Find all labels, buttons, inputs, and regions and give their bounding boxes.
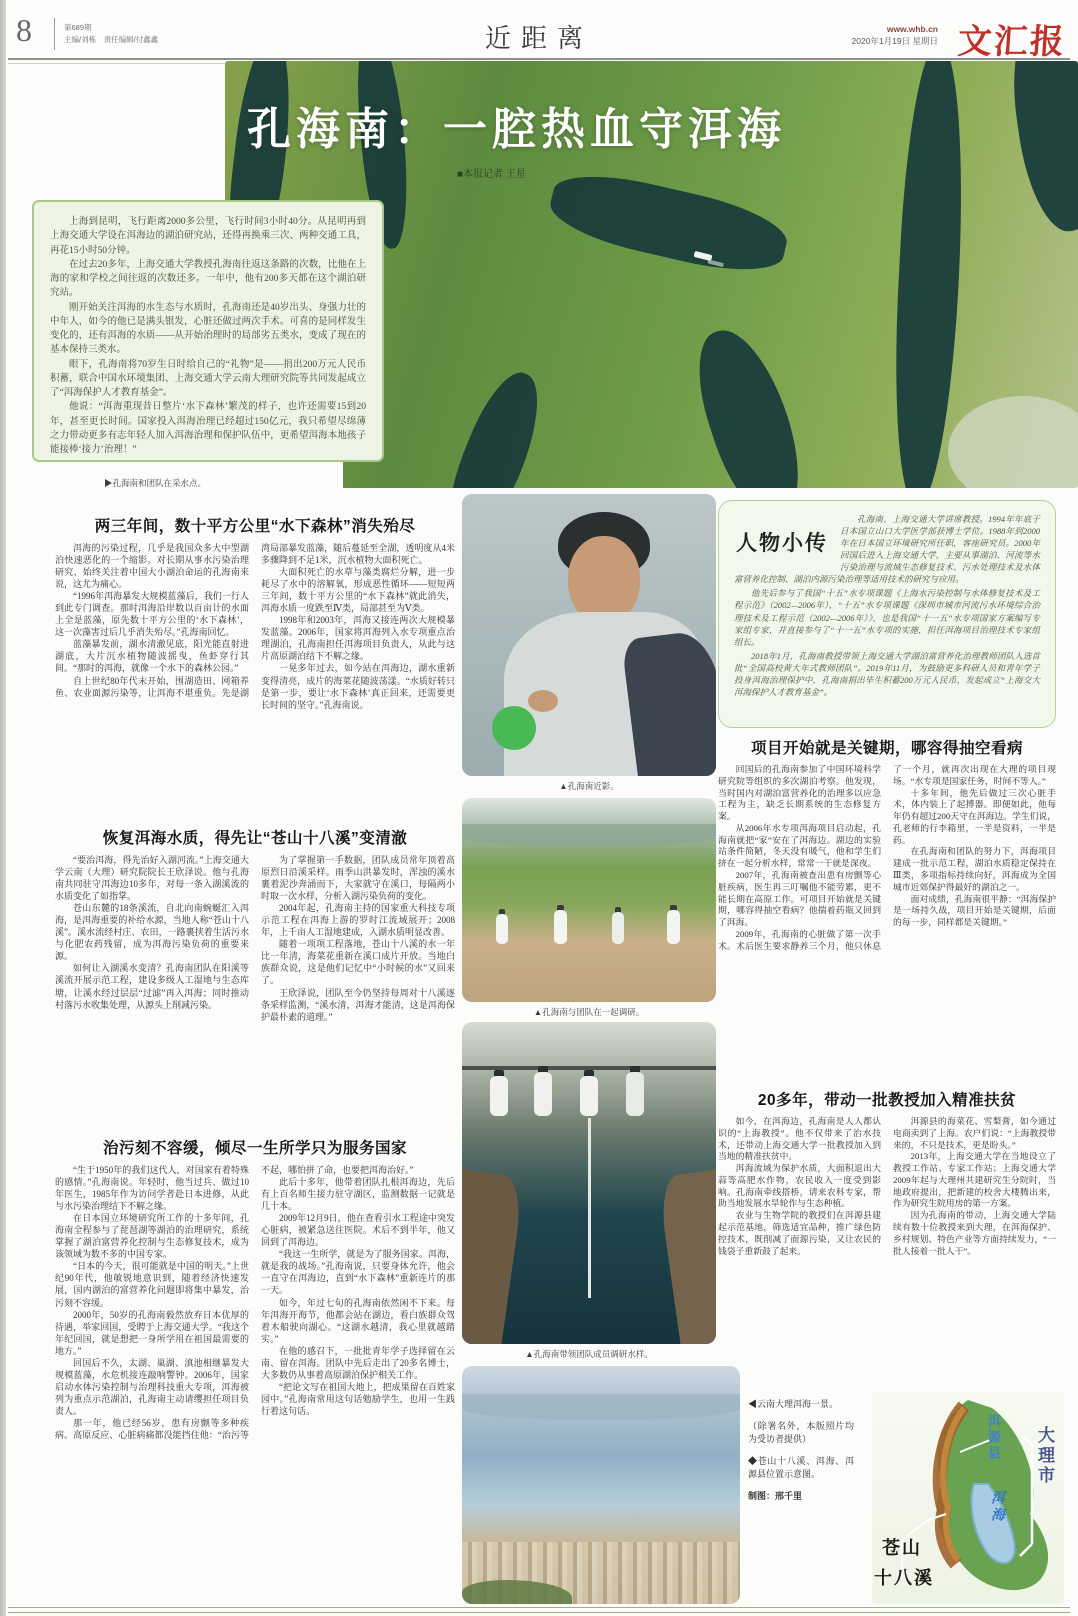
body-paragraph: “要治洱海，得先治好入湖河流。”上海交通大学云南（大理）研究院院长王欣泽说。他与孔海南共同驻守洱海边10多年，对每一条入湖溪流的水质变化了如指掌。 [55,855,249,902]
body-paragraph: 因为孔海南的带动，上海交通大学陆续有数十位教授来到大理，在洱海保护、乡村规划、特色产业等方面持续发力，“一批人接着一批人干”。 [893,1210,1056,1256]
issue-number: 第689期 [64,23,92,32]
scan-edge [0,0,6,1616]
body-paragraph: 随着一项项工程落地，苍山十八溪的水一年比一年清，海菜花重新在溪口成片开放。当地白族群众说，这是他们记忆中“小时候的水”又回来了。 [261,939,455,986]
photo-shape [432,364,555,488]
body-paragraph: 2004年起，孔海南主持的国家重大科技专项示范工程在洱海上游的罗时江流域展开；2008年，上千亩人工湿地建成，入湖水质明显改善。 [261,903,455,938]
section-headline-l3: 治污刻不容缓，倾尽一生所学只为服务国家 [102,1140,407,1157]
photo-shape [462,824,716,846]
body-paragraph: “生于1950年的我们这代人，对国家有着特殊的感情。”孔海南说。年轻时，他当过兵、做过10年医生，1985年作为访问学者赴日本进修，从此与水污染治理结下不解之缘。 [55,1165,249,1212]
bio-box [718,500,1056,728]
section-body-l3 [55,1164,455,1602]
body-paragraph: 2013年，上海交通大学在当地设立了教授工作站、专家工作站；上海交通大学2009年起与大理州共建研究生分院时，当地政府提出，把新建的校舍大楼腾出来，作为研究生院用房的第一方案。 [893,1151,1056,1209]
person-shape [490,1076,508,1116]
portrait-photo [462,494,716,776]
main-headline: 孔海南：一腔热血守洱海 [247,105,786,154]
section-title: 近距离 [484,23,593,53]
photo-shape [462,1168,525,1344]
body-paragraph: 如今，年过七旬的孔海南依然闲不下来。每年洱海开海节，他都会站在湖边，看白族群众驾着木船驶向湖心。“这湖水越清，我心里就越踏实。” [261,1297,455,1344]
body-paragraph: “日本的今天，很可能就是中国的明天。”上世纪90年代，他敏锐地意识到，随着经济快速发展，国内湖泊的富营养化问题即将集中暴发，治污刻不容缓。 [55,1261,249,1308]
person-shape [612,912,624,944]
intro-paragraph: 上海到昆明，飞行距离2000多公里，飞行时间3小时40分。从昆明再到上海交通大学设在洱海边的湖泊研究站，还得再换乘三次、两种交通工具，再花15小时50分钟。 [50,217,366,256]
photo-caption: ▲孔海南与团队在一起调研。 [533,1007,645,1017]
section-headline-r2: 20多年，带动一批教授加入精准扶贫 [757,1092,1017,1109]
locator-map [872,1392,1064,1604]
intro-paragraph: 刚开始关注洱海的水生态与水质时，孔海南还是40岁出头、身强力壮的中年人，如今的他已是满头银发，心脏还做过两次手术。可喜的是同样发生变化的，还有洱海的水质——从开始治理时的局部劣五类水，变成了现在的基本保持三类水。 [50,302,366,356]
body-paragraph: 2000年，50岁的孔海南毅然放弃日本优厚的待遇，举家回国，受聘于上海交通大学。“我这个年纪回国，就是想把一身所学用在祖国最需要的地方。” [55,1309,249,1356]
map-credit: 制图：邢千里 [748,1491,803,1502]
website-url: www.whb.cn [886,24,938,34]
body-paragraph: 农业与生物学院的教授们在洱源县建起示范基地，筛选适宜品种，推广绿色防控技术，既削减了面源污染，又让农民的钱袋子重新鼓了起来。 [718,1210,881,1256]
photo-shape [462,1394,740,1420]
page-header [8,10,1070,61]
photo-shape [1004,61,1078,236]
person-shape [534,1072,552,1116]
editors-line: 主编/刘栋 责任编辑/付鑫鑫 [64,35,159,44]
section-headline-l1: 两三年间，数十平方公里“水下森林”消失殆尽 [94,518,416,535]
intro-box [32,200,384,462]
bio-box-title: 人物小传 [736,532,828,555]
map-label-dali: 大理市 [1035,1426,1054,1486]
photo-caption: ▲孔海南近影。 [559,781,619,791]
person-shape [580,1076,598,1116]
byline: ■本报记者 王星 [457,169,526,180]
body-paragraph: 在孔海南和团队的努力下，洱海项目建成一批示范工程，湖泊水质稳定保持在Ⅲ类，多项指标持续向好，洱海成为全国城市近郊保护得最好的湖泊之一。 [893,846,1056,892]
body-paragraph: 苍山东麓的18条溪流，自北向南蜿蜒汇入洱海，是洱海重要的补给水源，当地人称“苍山十八溪”。溪水流经村庄、农田，一路裹挟着生活污水与化肥农药残留，成为洱海污染负荷的重要来源。 [55,903,249,962]
date-line: 2020年1月19日 星期日 [851,36,938,46]
body-paragraph: 王欣泽说，团队至今仍坚持每周对十八溪逐条采样监测，“溪水清，洱海才能清，这是洱海保护最朴素的道理。” [261,987,455,1022]
body-paragraph: 那一年，他已经56岁，患有房颤等多种疾病。高原反应、心脏病痛都没能挡住他：“治污等不起，哪怕拼了命，也要把洱海治好。” [55,1165,414,1441]
photo-shape [621,629,716,776]
photo-shape [948,396,1078,488]
photo-shape [528,690,558,712]
photo-caption: ◆苍山十八溪、洱海、洱源县位置示意图。 [748,1456,854,1480]
body-paragraph: 回国后的孔海南参加了中国环境科学研究院等组织的多次湖泊考察。他发现，当时国内对湖泊富营养化的治理多以应急工程为主，缺乏长期系统的生态修复方案。 [718,764,881,822]
body-paragraph: 从2006年水专项洱海项目启动起，孔海南就把“家”安在了洱海边。湖边的实验站条件简陋，冬天没有暖气，他和学生们挤在一起分析水样，常常一干就是深夜。 [718,822,881,869]
section-body-r2 [718,1116,1056,1388]
intro-paragraph: 眼下，孔海南将70岁生日时给自己的“礼物”是——捐出200万元人民币积蓄，联合中国水环境集团、上海交通大学云南大理研究院等共同发起成立了“洱海保护人才教育基金”。 [50,359,366,398]
caption-column [748,1398,854,1512]
body-paragraph: “1996年洱海暴发大规模蓝藻后，我们一行人到此专门调查。那时洱海沿岸数以百亩计的水面上全是蓝藻，原先数十平方公里的‘水下森林’，这一次藻害过后几乎消失殆尽。”孔海南回忆。 [55,591,249,638]
photo-caption: ▲孔海南带领团队成员调研水样。 [525,1349,653,1359]
person-shape [667,910,680,944]
bottom-rule [8,1607,1070,1613]
intro-paragraph: 他说：“洱海重现昔日整片‘水下森林’繁茂的样子，也许还需要15到20年，甚至更长时间。国家投入洱海治理已经超过150亿元，我只希望尽绵薄之力带动更多有志年轻人加入洱海治理和保护队伍中，更希望洱海本地孩子能接棒‘接力’治理！” [50,402,366,455]
map-label-eryuan: 洱源县 [986,1414,1001,1462]
section-body-l1 [55,542,455,814]
bridge-sampling-photo [462,1022,716,1344]
body-paragraph: 在他的感召下，一批批青年学子选择留在云南、留在洱海。团队中先后走出了20多名博士，大多数仍从事着高原湖泊保护相关工作。 [261,1345,455,1380]
map-label-cangshan: 苍山 [882,1538,922,1558]
body-paragraph: 2009年，孔海南的心脏做了第一次手术。术后医生要求静养三个月，他只休息了一个月，就再次出现在大理的项目现场。“水专项是国家任务，时间不等人。” [718,764,1056,951]
person-shape [496,914,508,944]
body-paragraph: 2009年12月9日，他在查看引水工程途中突发心脏病，被紧急送往医院。术后不到半年，他又回到了洱海边。 [261,1213,455,1248]
page-number: 8 [16,12,32,48]
map-label-shibaxi: 十八溪 [874,1568,934,1588]
bio-paragraph: 孔海南，上海交通大学讲席教授。1994年年底于日本国立山口大学医学部获博士学位。1988年到2000年在日本国立环境研究所任职，客座研究员。2000年回国后进入上海交通大学，主要从事湖泊、河流等水污染治理与流域生态修复技术、污水处理技术及水体富营养化控制、湖泊内源污染治理等适用技术的研究与应用。 [734,514,1040,585]
body-paragraph: 为了掌握第一手数据，团队成员常年顶着高原烈日沿溪采样。雨季山洪暴发时，浑浊的溪水裹着泥沙奔涌而下，大家就守在溪口，每隔两小时取一次水样，分析入湖污染负荷的变化。 [261,855,455,902]
masthead-logo: 文汇报 [956,24,1068,61]
measuring-pole-shape [588,1118,591,1298]
body-paragraph: 自上世纪80年代末开始，围湖造田、网箱养鱼、农业面源污染等，让洱海不堪重负。先是湖湾局部暴发蓝藻，随后蔓延至全湖，透明度从4米多骤降到不足1米，沉水植物大面积死亡。 [55,543,455,698]
header-right [852,24,938,47]
body-paragraph: 洱海的污染过程，几乎是我国众多大中型湖泊快速恶化的一个缩影。对长期从事水污染治理研究、始终关注着中国大小湖泊命运的孔海南来说，这尤为痛心。 [55,543,249,590]
photo-notch [225,461,343,489]
flask-shape [492,706,536,750]
body-paragraph: 洱海流域为保护水质，大面积退出大蒜等高肥水作物，农民收入一度受到影响。孔海南牵线搭桥，请来农科专家，帮助当地发展水旱轮作与生态种植。 [718,1163,881,1209]
field-survey-photo [462,798,716,1002]
body-paragraph: 1998年和2003年，洱海又接连两次大规模暴发蓝藻。2006年，国家将洱海列入水专项重点治理湖泊，孔海南担任洱海项目负责人，从此与这片高原湖泊结下不解之缘。 [261,615,455,662]
bio-paragraph: 他先后参与了我国“十五”水专项课题《上海水污染控制与水体修复技术及工程示范》（2002—2006年）、“十五”水专项课题《深圳市城市河流污水环境综合治理技术及工程示范（2002—2006年）》，也是我国“十一五”水专项国家方案编写专家组专家，并直接参与了“十一五”水专项的实施，担任洱海项目治理技术专家组组长。 [734,588,1040,647]
person-shape [626,1072,644,1116]
body-paragraph: 回国后不久，太湖、巢湖、滇池相继暴发大规模蓝藻，水危机接连敲响警钟。2006年，国家启动水体污染控制与治理科技重大专项，洱海被列为重点示范湖泊，孔海南主动请缨担任项目负责人。 [55,1357,249,1416]
body-paragraph: 一晃多年过去，如今站在洱海边，湖水重新变得清亮，成片的海菜花随波荡漾。“水质好转只是第一步，要让‘水下森林’真正回来，还需要更长时间的坚守。”孔海南说。 [261,663,455,710]
intro-paragraph: 在过去20多年，上海交通大学教授孔海南往返这条路的次数，比他在上海的家和学校之间往返的次数还多。一年中，他有200多天都在这个湖泊研究站。 [50,259,366,299]
body-paragraph: 大面积死亡的水草与藻类腐烂分解，进一步耗尽了水中的溶解氧，形成恶性循环——短短两三年间，数十平方公里的“水下森林”就此消失，洱海水质一度跌至Ⅳ类，局部甚至为Ⅴ类。 [261,567,455,614]
photo-caption: ▶孔海南和团队在采水点。 [104,478,207,488]
body-paragraph: “我这一生所学，就是为了服务国家。洱海，就是我的战场。”孔海南说，只要身体允许，他会一直守在洱海边，直到“水下森林”重新连片的那一天。 [261,1249,455,1296]
section-headline-r1: 项目开始就是关键期，哪容得抽空看病 [750,740,1023,757]
body-paragraph: 在日本国立环境研究所工作的十多年间，孔海南全程参与了琵琶湖等湖泊的治理研究，系统掌握了湖泊富营养化控制与生态修复技术，成为该领域为数不多的中国专家。 [55,1213,249,1260]
body-paragraph: 2007年，孔海南被查出患有房颤等心脏疾病，医生再三叮嘱他不能劳累，更不能长期在高原工作。可项目开始就是关键期，哪容得抽空看病？他揣着药瓶又回到了洱海。 [718,870,881,928]
map-label-erhai: 洱海 [990,1490,1006,1524]
body-paragraph: 十多年间，他先后做过三次心脏手术，体内装上了起搏器。即便如此，他每年仍有超过200天守在洱海边。学生们说，孔老师的行李箱里，一半是资料，一半是药。 [893,787,1056,845]
body-paragraph: 蓝藻暴发前，湖水清澈见底，阳光能直射进湖底，大片沉水植物随波摇曳，鱼虾穿行其间。“那时的洱海，就像一个水下的森林公园。” [55,639,249,674]
photo-caption: ◀云南大理洱海一景。 [748,1399,839,1409]
bio-paragraph: 2018年1月，孔海南教授带领上海交通大学湖泊富营养化治理教师团队入选首批“全国高校黄大年式教师团队”。2019年11月，为鼓励更多科研人员和青年学子投身洱海治理保护中，孔海南捐出毕生积蓄200万元人民币，发起成立“上海交大洱海保护人才教育基金”。 [734,650,1040,697]
photo-shape [683,319,817,488]
photo-caption: （除署名外，本版照片均为受访者提供） [748,1421,854,1445]
body-paragraph: 洱源县的海菜花、雪梨膏，如今通过电商卖到了上海。农户们说：“上海教授带来的，不只是技术，更是盼头。” [893,1116,1056,1150]
photo-shape [568,536,640,624]
section-body-l2 [55,854,455,1130]
erhai-lake-photo [462,1366,740,1604]
photo-shape [545,163,793,283]
body-paragraph: 如今，在洱海边，孔海南是人人都认识的“上海教授”。他不仅带来了治水技术，还带动上海交通大学一批教授加入到当地的精准扶贫中。 [718,1116,881,1162]
photo-shape [657,1168,716,1344]
body-paragraph: 面对成绩，孔海南很平静：“洱海保护是一场持久战，项目开始是关键期，后面的每一步，同样都是关键期。” [893,893,1056,928]
body-paragraph: 此后十多年，他带着团队扎根洱海边，先后有上百名师生接力驻守湖区，监测数据一记就是几十本。 [261,1177,455,1212]
body-paragraph: 如何让入湖溪水变清？孔海南团队在阳溪等溪流开展示范工程，建设多级人工湿地与生态库塘，让溪水经过层层“过滤”再入洱海；同时推动村落污水收集处理，从源头上削减污染。 [55,963,249,1010]
photo-shape [462,1066,716,1070]
section-body-r1 [718,764,1056,1076]
person-shape [554,910,567,944]
section-headline-l2: 恢复洱海水质，得先让“苍山十八溪”变清澈 [102,830,408,847]
body-paragraph: “把论文写在祖国大地上，把成果留在百姓家园中。”孔海南常用这句话勉励学生，也用一生践行着这句话。 [261,1381,455,1416]
